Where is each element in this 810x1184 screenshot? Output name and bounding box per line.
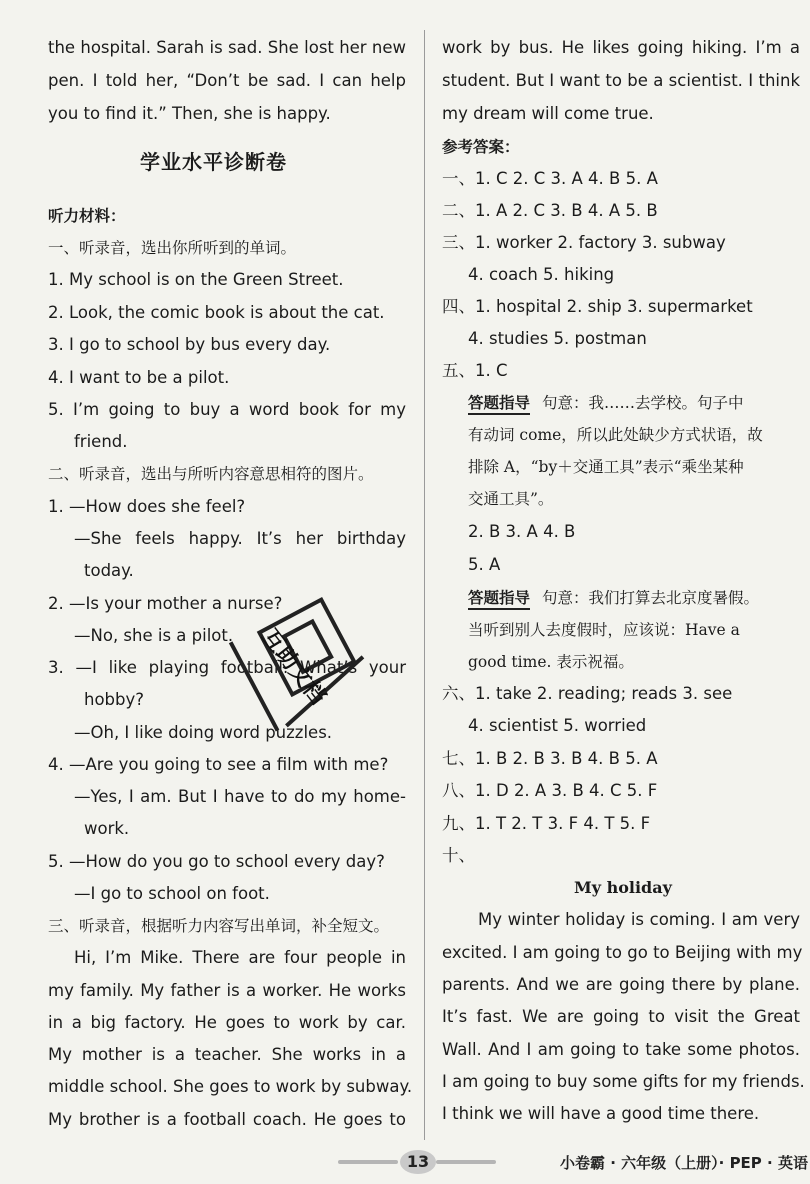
answer-line: 4. scientist 5. worried xyxy=(468,716,647,735)
text-line: pen. I told her, “Don’t be sad. I can help xyxy=(48,71,406,90)
text-line: student. But I want to be a scientist. I think xyxy=(442,71,800,90)
answer-line: 4. studies 5. postman xyxy=(468,329,647,348)
guide-label: 答题指导 xyxy=(468,393,530,415)
paragraph-line: My mother is a teacher. She works in a xyxy=(48,1045,406,1064)
answer-line: 四、1. hospital 2. ship 3. supermarket xyxy=(442,297,753,316)
list-item: 2. Look, the comic book is about the cat. xyxy=(48,303,385,322)
essay-line: I am going to buy some gifts for my friends. xyxy=(442,1072,805,1091)
dialog-line: work. xyxy=(84,819,130,838)
answer-line: 八、1. D 2. A 3. B 4. C 5. F xyxy=(442,781,658,800)
essay-line: I think we will have a good time there. xyxy=(442,1104,760,1123)
guide-line: 交通工具”。 xyxy=(468,490,554,508)
section-title: 一、听录音，选出你所听到的单词。 xyxy=(48,239,297,257)
answer-line: 七、1. B 2. B 3. B 4. B 5. A xyxy=(442,749,658,768)
answer-line: 十、 xyxy=(442,846,475,865)
text-line: you to find it.” Then, she is happy. xyxy=(48,104,331,123)
paragraph-line: my family. My father is a worker. He works xyxy=(48,981,406,1000)
dialog-line: —I go to school on foot. xyxy=(74,884,270,903)
paragraph-line: My brother is a football coach. He goes to xyxy=(48,1110,406,1129)
dialog-line: 2. —Is your mother a nurse? xyxy=(48,594,283,613)
list-item: 1. My school is on the Green Street. xyxy=(48,270,344,289)
answer-line: 五、1. C xyxy=(442,361,508,380)
dialog-line: 1. —How does she feel? xyxy=(48,497,246,516)
dialog-line: 4. —Are you going to see a film with me? xyxy=(48,755,389,774)
dialog-line: —No, she is a pilot. xyxy=(74,626,234,645)
answer-line: 4. coach 5. hiking xyxy=(468,265,615,284)
list-item: 4. I want to be a pilot. xyxy=(48,368,230,387)
section-title: 三、听录音，根据听力内容写出单词，补全短文。 xyxy=(48,917,390,935)
answer-line: 九、1. T 2. T 3. F 4. T 5. F xyxy=(442,814,651,833)
guide-line: good time. 表示祝福。 xyxy=(468,653,634,671)
guide-line: 排除 A，“by＋交通工具”表示“乘坐某种 xyxy=(468,458,744,476)
dialog-line: —Yes, I am. But I have to do my home- xyxy=(74,787,406,806)
guide-line xyxy=(468,393,744,415)
paragraph-line: Hi, I’m Mike. There are four people in xyxy=(74,948,406,967)
text-line: work by bus. He likes going hiking. I’m a xyxy=(442,38,800,57)
column-divider xyxy=(424,30,425,1140)
guide-line: 有动词 come，所以此处缺少方式状语，故 xyxy=(468,426,763,444)
list-item: 3. I go to school by bus every day. xyxy=(48,335,331,354)
list-item: 5. I’m going to buy a word book for my xyxy=(48,400,406,419)
page-ornament-left xyxy=(338,1160,398,1164)
text-line: the hospital. Sarah is sad. She lost her new xyxy=(48,38,406,57)
essay-line: Wall. And I am going to take some photos. xyxy=(442,1040,800,1059)
watermark-stamp xyxy=(220,590,390,740)
answer-line: 5. A xyxy=(468,555,501,574)
answer-line: 一、1. C 2. C 3. A 4. B 5. A xyxy=(442,169,658,188)
answer-line: 六、1. take 2. reading; reads 3. see xyxy=(442,684,733,703)
answer-line: 二、1. A 2. C 3. B 4. A 5. B xyxy=(442,201,658,220)
essay-title: My holiday xyxy=(574,878,672,897)
list-item: friend. xyxy=(74,432,128,451)
paragraph-line: middle school. She goes to work by subway. xyxy=(48,1077,413,1096)
footer-brand: 小卷霸 · 六年级（上册）· PEP · 英语 xyxy=(560,1154,808,1172)
stamp-text: 互助文档 xyxy=(256,624,332,710)
section-title: 二、听录音，选出与所听内容意思相符的图片。 xyxy=(48,465,374,483)
text-line: my dream will come true. xyxy=(442,104,654,123)
essay-line: It’s fast. We are going to visit the Great xyxy=(442,1007,800,1026)
answers-label: 参考答案： xyxy=(442,137,520,156)
section-heading: 学业水平诊断卷 xyxy=(140,150,287,174)
essay-line: parents. And we are going there by plane. xyxy=(442,975,800,994)
dialog-line: hobby? xyxy=(84,690,145,709)
guide-label: 答题指导 xyxy=(468,588,530,610)
material-label: 听力材料： xyxy=(48,206,126,225)
paragraph-line: in a big factory. He goes to work by car. xyxy=(48,1013,406,1032)
answer-line: 2. B 3. A 4. B xyxy=(468,522,576,541)
page-number: 13 xyxy=(400,1150,436,1174)
guide-line: 当听到别人去度假时，应该说：Have a xyxy=(468,621,740,639)
dialog-line: —Oh, I like doing word puzzles. xyxy=(74,723,333,742)
page-ornament-right xyxy=(436,1160,496,1164)
guide-text: 句意：我……去学校。句子中 xyxy=(542,394,744,412)
dialog-line: —She feels happy. It’s her birthday xyxy=(74,529,406,548)
footer xyxy=(0,1150,810,1184)
dialog-line: 5. —How do you go to school every day? xyxy=(48,852,385,871)
guide-text: 句意：我们打算去北京度暑假。 xyxy=(542,589,760,607)
essay-line: excited. I am going to go to Beijing with my xyxy=(442,943,803,962)
dialog-line: today. xyxy=(84,561,134,580)
essay-line: My winter holiday is coming. I am very xyxy=(478,910,800,929)
answer-line: 三、1. worker 2. factory 3. subway xyxy=(442,233,726,252)
guide-line xyxy=(468,588,759,610)
dialog-line: 3. —I like playing football. What’s your xyxy=(48,658,406,677)
